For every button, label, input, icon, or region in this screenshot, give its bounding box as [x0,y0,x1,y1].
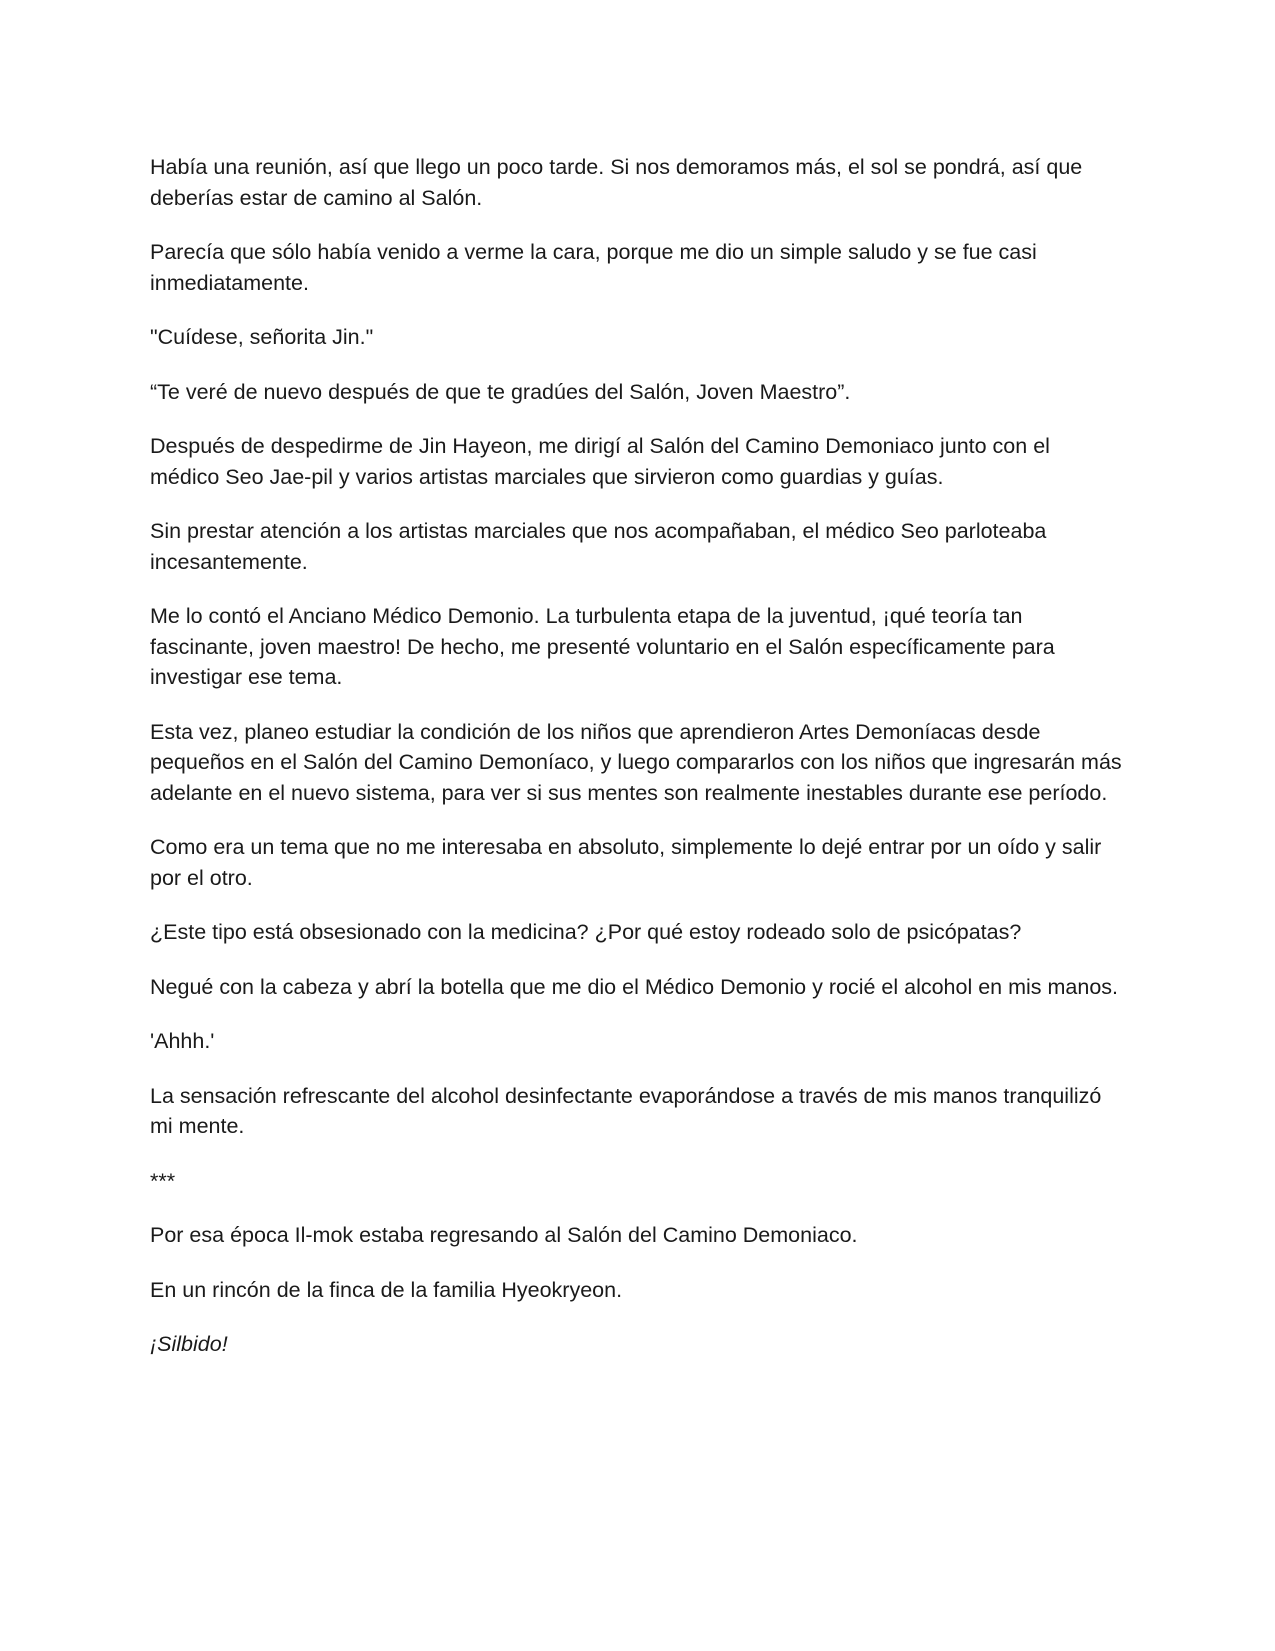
sound-effect: ¡Silbido! [150,1332,228,1356]
paragraph: Me lo contó el Anciano Médico Demonio. La turbulenta etapa de la juventud, ¡qué teoría tan fascinante, joven maestro! De hecho, me presenté voluntario en el Salón específicamente para investigar ese tema. [150,604,1055,689]
paragraph: La sensación refrescante del alcohol desinfectante evaporándose a través de mis manos tranquilizó mi mente. [150,1083,1102,1138]
paragraph: "Cuídese, señorita Jin." [150,325,374,349]
paragraph: Esta vez, planeo estudiar la condición de los niños que aprendieron Artes Demoníacas desde pequeños en el Salón del Camino Demoníaco, y luego compararlos con los niños que ingresarán más adelante en el nuevo sistema, para ver si sus mentes son realmente inestables durante ese período. [150,719,1122,805]
paragraph: Por esa época Il-mok estaba regresando al Salón del Camino Demoniaco. [150,1223,858,1247]
paragraph: Sin prestar atención a los artistas marciales que nos acompañaban, el médico Seo parloteaba incesantemente. [150,519,1047,574]
paragraph: Parecía que sólo había venido a verme la cara, porque me dio un simple saludo y se fue casi inmediatamente. [150,240,1037,295]
document-body [150,152,1125,1384]
paragraph: En un rincón de la finca de la familia Hyeokryeon. [150,1277,623,1302]
scene-break: *** [150,1168,176,1193]
paragraph: Después de despedirme de Jin Hayeon, me dirigí al Salón del Camino Demoniaco junto con el médico Seo Jae-pil y varios artistas marciales que sirvieron como guardias y guías. [150,434,1050,489]
paragraph: Había una reunión, así que llego un poco tarde. Si nos demoramos más, el sol se pondrá, así que deberías estar de camino al Salón. [150,155,1083,210]
paragraph: Como era un tema que no me interesaba en absoluto, simplemente lo dejé entrar por un oído y salir por el otro. [150,835,1102,890]
paragraph: ¿Este tipo está obsesionado con la medicina? ¿Por qué estoy rodeado solo de psicópatas? [150,920,1022,944]
paragraph: 'Ahhh.' [150,1029,215,1053]
paragraph: Negué con la cabeza y abrí la botella que me dio el Médico Demonio y rocié el alcohol en mis manos. [150,974,1119,999]
paragraph: “Te veré de nuevo después de que te gradúes del Salón, Joven Maestro”. [150,379,851,404]
